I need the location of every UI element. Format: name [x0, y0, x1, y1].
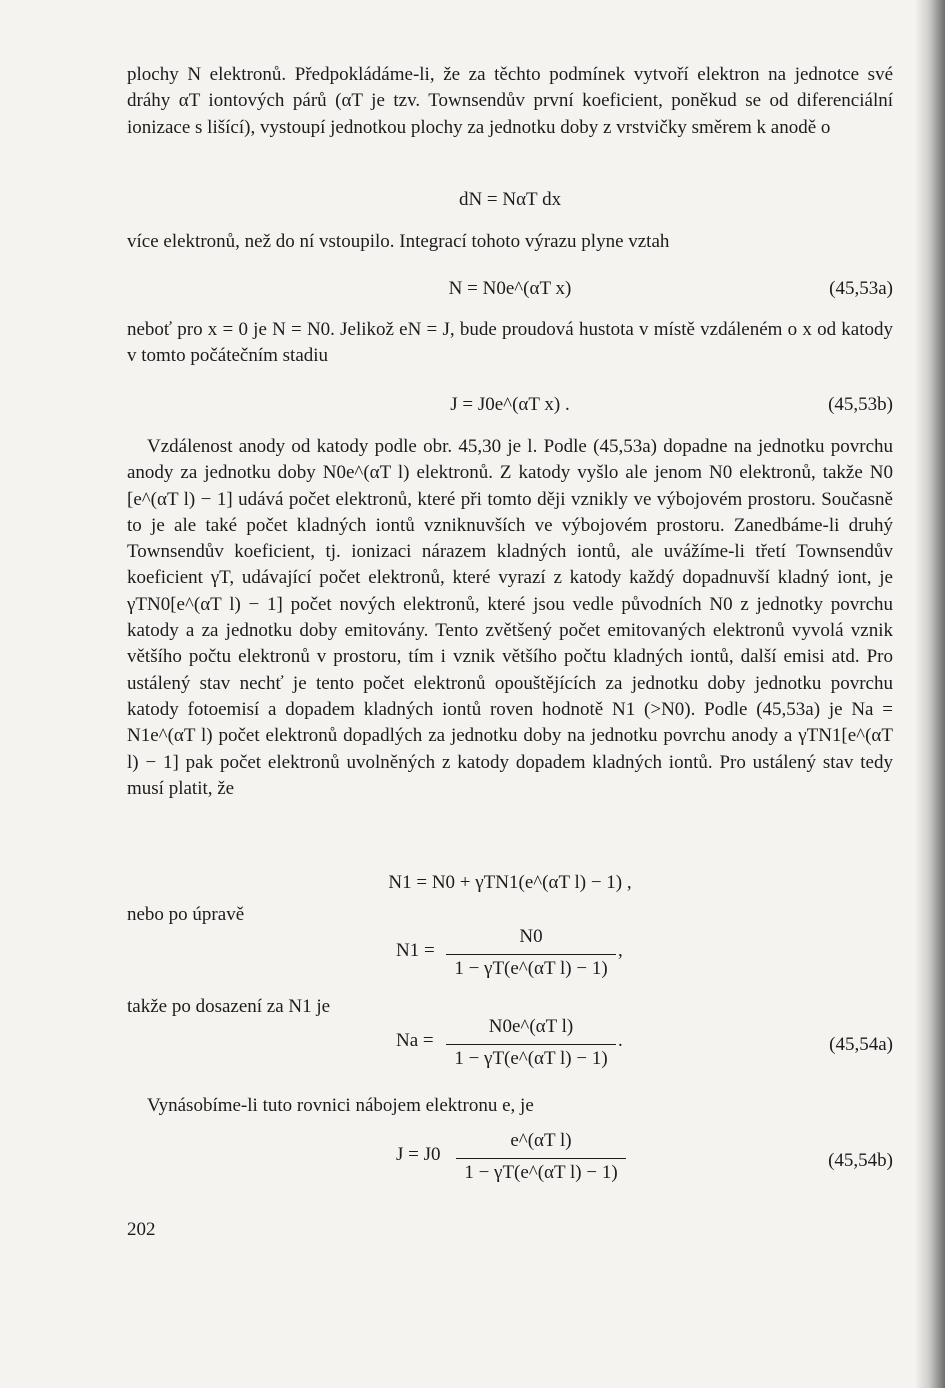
equation-45-53b-number: (45,53b)	[828, 394, 893, 415]
paragraph-2: více elektronů, než do ní vstoupilo. Integrací tohoto výrazu plyne vztah	[127, 231, 670, 252]
equation-n1-balance	[127, 866, 893, 900]
equation-45-54a-numerator: N0e^(αT l)	[488, 1016, 574, 1037]
equation-45-53a	[127, 272, 893, 306]
fraction-bar	[446, 954, 616, 955]
equation-n1-solved-tail: ,	[618, 940, 623, 961]
equation-45-53b	[127, 388, 893, 422]
equation-dN-expression: dN = NαT dx	[458, 189, 562, 210]
fraction-bar	[446, 1044, 616, 1045]
equation-45-53a-number: (45,53a)	[829, 278, 893, 299]
equation-n1-solved-lhs: N1 =	[396, 940, 435, 961]
page-edge-shadow	[915, 0, 945, 1388]
paragraph-6: takže po dosazení za N1 je	[127, 996, 331, 1017]
equation-45-54b-number: (45,54b)	[828, 1150, 893, 1171]
equation-45-53a-expression: N = N0e^(αT x)	[448, 278, 572, 299]
equation-45-54a-denominator: 1 − γT(e^(αT l) − 1)	[454, 1048, 608, 1069]
equation-45-54a-number: (45,54a)	[829, 1034, 893, 1055]
equation-n1-solved-numerator: N0	[519, 926, 543, 947]
equation-dN	[127, 183, 893, 217]
paragraph-3: neboť pro x = 0 je N = N0. Jelikož eN = J, bude proudová hustota v místě vzdáleném o x od katody v tomto počátečním stadiu	[127, 319, 893, 367]
paragraph-4: Vzdálenost anody od katody podle obr. 45,30 je l. Podle (45,53a) dopadne na jednotku povrchu anody za jednotku doby N0e^(αT l) elektronů. Z katody vyšlo ale jenom N0 elektronů, takže N0 [e^(αT l) − 1] udává počet elektronů, které při tomto ději vznikly ve výbojovém prostoru. Současně to je ale také počet kladných iontů vzniknuvších ve výbojovém prostoru. Zanedbáme-li druhý Townsendův koeficient, tj. ionizaci nárazem kladných iontů, ale uvážíme-li třetí Townsendův koeficient γT, udávající počet elektronů, které vyrazí z katody každý dopadnuvší kladný iont, je γTN0[e^(αT l) − 1] počet nových elektronů, které jsou vedle původních N0 z jednotky povrchu katody a za jednotku doby emitovány. Tento zvětšený počet emitovaných elektronů vyvolá vznik většího počtu elektronů v prostoru, tím i vznik většího počtu kladných iontů, další emisi atd. Pro ustálený stav nechť je tento počet elektronů opouštějících za jednotku doby jednotku povrchu katody fotoemisí a dopadem kladných iontů roven hodnotě N1 (>N0). Podle (45,53a) je Na = N1e^(αT l) počet elektronů dopadlých za jednotku doby na jednotku povrchu anody a γTN1[e^(αT l) − 1] pak počet elektronů uvolněných z katody dopadem kladných iontů. Pro ustálený stav tedy musí platit, že	[127, 436, 893, 799]
equation-n1-solved	[396, 926, 626, 990]
equation-45-54a-lhs: Na =	[396, 1030, 434, 1051]
paragraph-5: nebo po úpravě	[127, 904, 245, 925]
equation-45-54a	[396, 1016, 626, 1080]
equation-45-54b-numerator: e^(αT l)	[510, 1130, 572, 1151]
equation-45-54b-denominator: 1 − γT(e^(αT l) − 1)	[464, 1162, 618, 1183]
paragraph-1: plochy N elektronů. Předpokládáme-li, že za těchto podmínek vytvoří elektron na jednotce své dráhy αT iontových párů (αT je tzv. Townsendův první koeficient, poněkud se od diferenciální ionizace s lišící), vystoupí jednotkou plochy za jednotku doby z vrstvičky směrem k anodě o	[127, 64, 893, 138]
equation-45-54b	[396, 1130, 636, 1194]
fraction-bar	[456, 1158, 626, 1159]
equation-n1-balance-expression: N1 = N0 + γTN1(e^(αT l) − 1) ,	[388, 872, 632, 893]
paragraph-7: Vynásobíme-li tuto rovnici nábojem elektronu e, je	[147, 1095, 534, 1116]
equation-n1-solved-denominator: 1 − γT(e^(αT l) − 1)	[454, 958, 608, 979]
equation-45-54a-tail: .	[618, 1030, 623, 1051]
equation-45-54b-lhs: J = J0	[396, 1144, 441, 1165]
equation-45-53b-expression: J = J0e^(αT x) .	[450, 394, 570, 415]
page-number: 202	[127, 1219, 156, 1240]
